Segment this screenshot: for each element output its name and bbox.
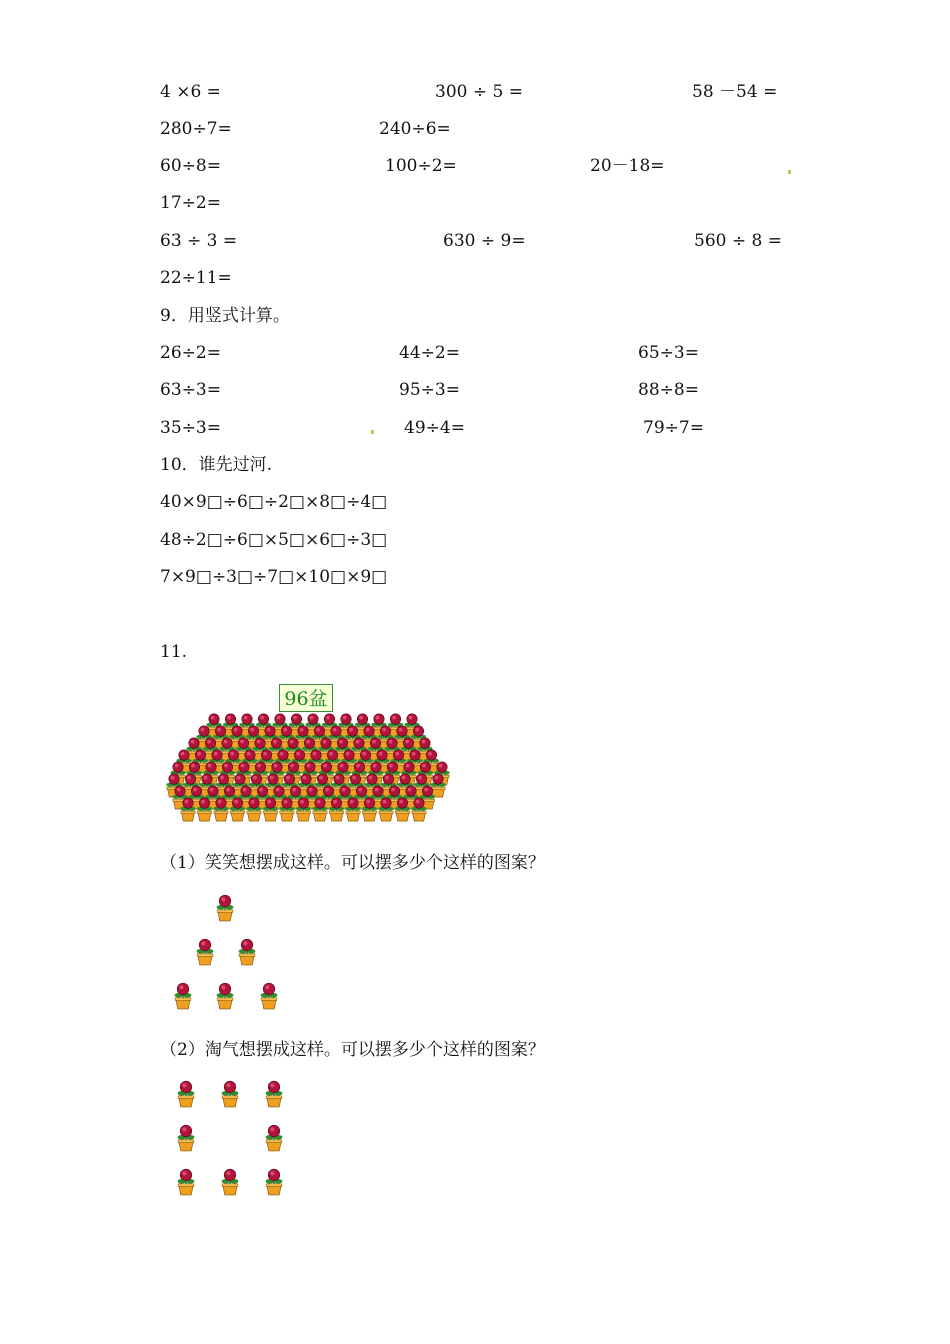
expr: 300 ÷ 5 = — [435, 82, 523, 102]
potted-flower-icon — [266, 1169, 283, 1195]
expr: 26÷2= — [160, 343, 221, 363]
expr: 280÷7= — [160, 119, 232, 139]
expr: 88÷8= — [638, 380, 699, 400]
flower-bed-illustration — [164, 712, 464, 837]
chain-expression: 48÷2□÷6□×5□×6□÷3□ — [160, 530, 388, 550]
potted-flower-icon — [178, 1125, 195, 1151]
potted-flower-icon — [217, 895, 234, 921]
potted-flower-icon — [175, 983, 192, 1009]
potted-flower-icon — [266, 1125, 283, 1151]
chain-expression: 40×9□÷6□÷2□×8□÷4□ — [160, 492, 388, 512]
question-11-title: 11. — [160, 642, 188, 662]
potted-flower-icon — [217, 983, 234, 1009]
expr: 63÷3= — [160, 380, 221, 400]
square-pattern-illustration — [168, 1076, 298, 1206]
expr: 35÷3= — [160, 418, 221, 438]
pot-count-badge: 96盆 — [279, 684, 333, 712]
potted-flower-icon — [197, 939, 214, 965]
expr: 58 －54 = — [692, 82, 778, 102]
expr: 44÷2= — [399, 343, 460, 363]
potted-flower-icon — [178, 1081, 195, 1107]
expr: 20－18= — [590, 156, 665, 176]
chain-expression: 7×9□÷3□÷7□×10□×9□ — [160, 567, 388, 587]
expr: 630 ÷ 9= — [443, 231, 526, 251]
potted-flower-icon — [222, 1169, 239, 1195]
potted-flower-icon — [261, 983, 278, 1009]
triangle-pattern-illustration — [165, 890, 295, 1020]
expr: 95÷3= — [399, 380, 460, 400]
question-9-title: 9．用竖式计算。 — [160, 306, 290, 326]
sub-question-2: （2）淘气想摆成这样。可以摆多少个这样的图案？ — [160, 1040, 545, 1060]
expr: 100÷2= — [385, 156, 457, 176]
expr: 560 ÷ 8 = — [694, 231, 782, 251]
expr: 240÷6= — [379, 119, 451, 139]
expr: 49÷4= — [404, 418, 465, 438]
potted-flower-icon — [266, 1081, 283, 1107]
expr: 17÷2= — [160, 193, 221, 213]
question-10-title: 10．谁先过河. — [160, 455, 273, 475]
sub-question-1: （1）笑笑想摆成这样。可以摆多少个这样的图案？ — [160, 853, 545, 873]
expr: 79÷7= — [643, 418, 704, 438]
speck — [371, 430, 374, 434]
expr: 60÷8= — [160, 156, 221, 176]
expr: 4 ×6 = — [160, 82, 221, 102]
expr: 65÷3= — [638, 343, 699, 363]
speck — [788, 170, 791, 174]
potted-flower-icon — [222, 1081, 239, 1107]
expr: 22÷11= — [160, 268, 232, 288]
potted-flower-icon — [239, 939, 256, 965]
expr: 63 ÷ 3 = — [160, 231, 238, 251]
potted-flower-icon — [178, 1169, 195, 1195]
